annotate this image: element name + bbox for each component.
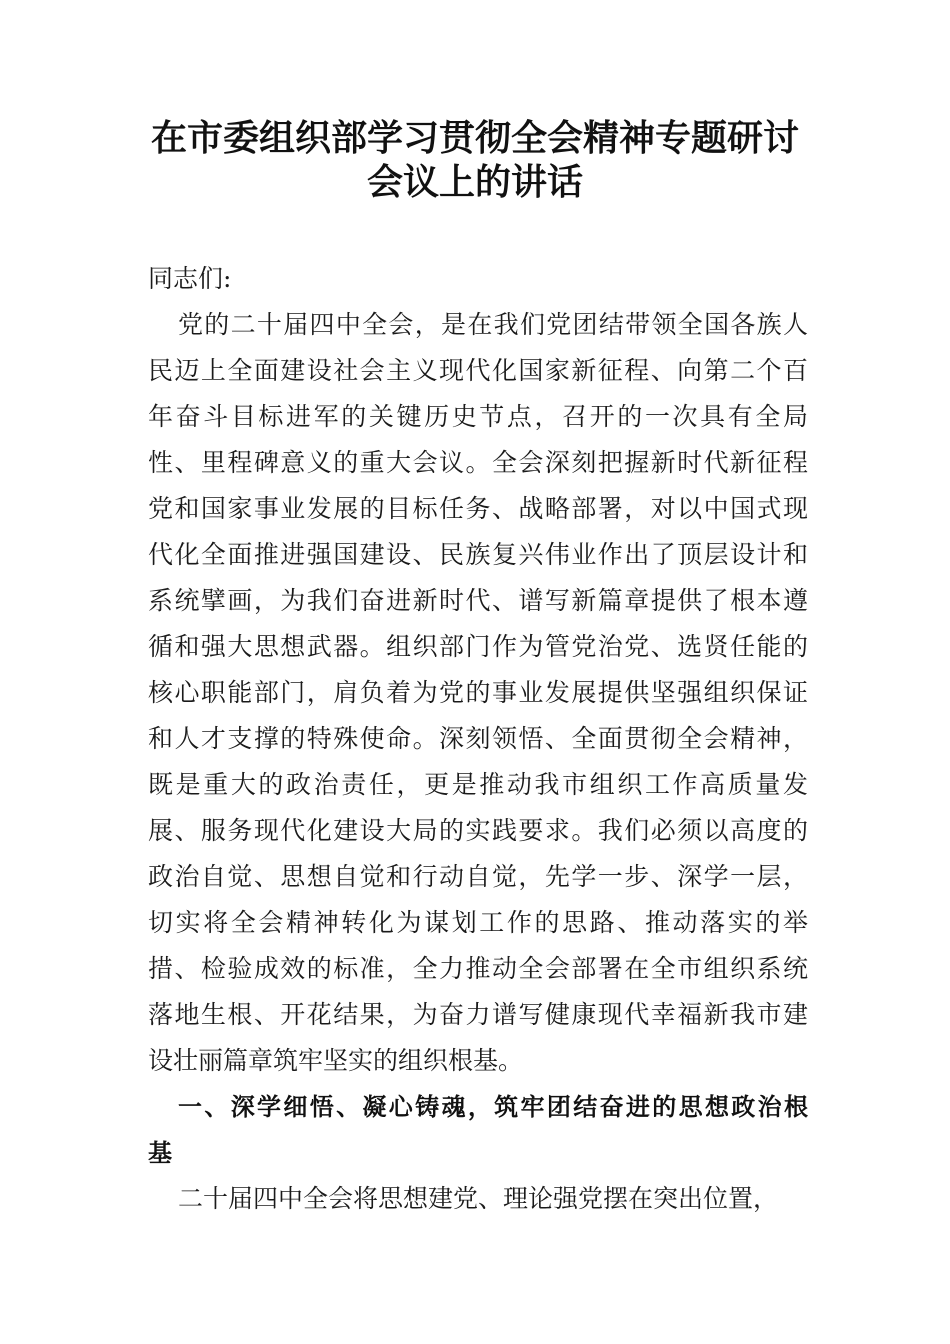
paragraph-1-line: 民迈上全面建设社会主义现代化国家新征程、向第二个百 <box>148 356 808 385</box>
paragraph-1-line: 落地生根、开花结果，为奋力谱写健康现代幸福新我市建 <box>148 1000 808 1029</box>
paragraph-1-line: 循和强大思想武器。组织部门作为管党治党、选贤任能的 <box>148 632 808 661</box>
paragraph-1-line: 性、里程碑意义的重大会议。全会深刻把握新时代新征程 <box>148 448 808 477</box>
paragraph-1-line: 切实将全会精神转化为谋划工作的思路、推动落实的举 <box>148 908 808 937</box>
paragraph-1-line: 措、检验成效的标准，全力推动全会部署在全市组织系统 <box>148 954 808 983</box>
paragraph-1-line: 政治自觉、思想自觉和行动自觉，先学一步、深学一层， <box>148 862 808 891</box>
section-heading-1-line: 基 <box>148 1139 172 1167</box>
paragraph-1-line: 系统擘画，为我们奋进新时代、谱写新篇章提供了根本遵 <box>148 586 808 615</box>
paragraph-1-line: 党和国家事业发展的目标任务、战略部署，对以中国式现 <box>148 494 808 523</box>
paragraph-1-line: 党的二十届四中全会，是在我们党团结带领全国各族人 <box>178 310 808 339</box>
paragraph-1-line: 年奋斗目标进军的关键历史节点，召开的一次具有全局 <box>148 402 808 431</box>
paragraph-1-line: 既是重大的政治责任，更是推动我市组织工作高质量发 <box>148 770 808 799</box>
document-title-line-2: 会议上的讲话 <box>366 161 583 203</box>
salutation: 同志们: <box>148 264 232 293</box>
paragraph-1-line: 展、服务现代化建设大局的实践要求。我们必须以高度的 <box>148 816 808 845</box>
paragraph-1-line: 核心职能部门，肩负着为党的事业发展提供坚强组织保证 <box>148 678 808 707</box>
paragraph-1-line: 设壮丽篇章筑牢坚实的组织根基。 <box>148 1046 524 1075</box>
section-heading-1-line: 一、深学细悟、凝心铸魂，筑牢团结奋进的思想政治根 <box>178 1093 808 1121</box>
paragraph-1-line: 和人才支撑的特殊使命。深刻领悟、全面贯彻全会精神， <box>148 724 808 753</box>
paragraph-1-line: 代化全面推进强国建设、民族复兴伟业作出了顶层设计和 <box>148 540 808 569</box>
document-title-line-1: 在市委组织部学习贯彻全会精神专题研讨 <box>150 117 799 159</box>
paragraph-2-line: 二十届四中全会将思想建党、理论强党摆在突出位置， <box>178 1184 779 1213</box>
